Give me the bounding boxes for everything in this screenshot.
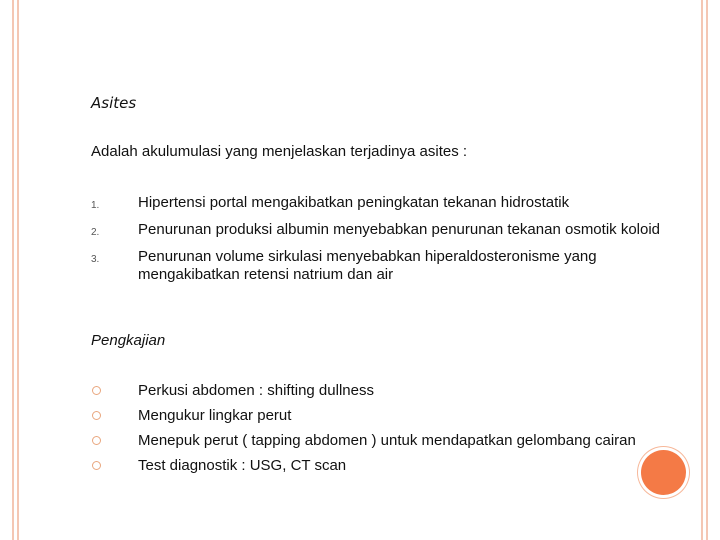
ring-bullet-icon	[92, 411, 101, 420]
item-number: 2.	[91, 227, 100, 238]
ring-bullet-icon	[92, 461, 101, 470]
list-item	[91, 221, 671, 239]
item-text: Menepuk perut ( tapping abdomen ) untuk mendapatkan gelombang cairan	[138, 432, 636, 449]
left-border-decoration	[12, 0, 19, 540]
item-text: Perkusi abdomen : shifting dullness	[138, 382, 374, 399]
intro-text: Adalah akulumulasi yang menjelaskan terjadinya asites :	[91, 143, 468, 160]
causes-list	[91, 194, 671, 284]
assessment-list	[91, 382, 691, 482]
item-text: Mengukur lingkar perut	[138, 407, 292, 424]
ring-bullet-icon	[92, 436, 101, 445]
item-text: Hipertensi portal mengakibatkan peningkatan tekanan hidrostatik	[138, 194, 570, 211]
decorative-circle-icon	[641, 450, 686, 495]
item-number: 3.	[91, 254, 100, 265]
list-item	[91, 194, 671, 212]
right-border-decoration	[701, 0, 708, 540]
list-item	[91, 382, 691, 400]
list-item	[91, 432, 691, 450]
item-number: 1.	[91, 200, 100, 211]
item-text: Penurunan volume sirkulasi menyebabkan hiperaldosteronisme yang mengakibatkan retensi natrium dan air	[138, 248, 597, 283]
item-text: Penurunan produksi albumin menyebabkan penurunan tekanan osmotik koloid	[138, 221, 661, 238]
ring-bullet-icon	[92, 386, 101, 395]
list-item	[91, 248, 671, 284]
item-text: Test diagnostik : USG, CT scan	[138, 457, 347, 474]
list-item	[91, 457, 691, 475]
list-item	[91, 407, 691, 425]
section-title: Pengkajian	[91, 332, 166, 349]
slide-title: Asites	[91, 94, 137, 112]
